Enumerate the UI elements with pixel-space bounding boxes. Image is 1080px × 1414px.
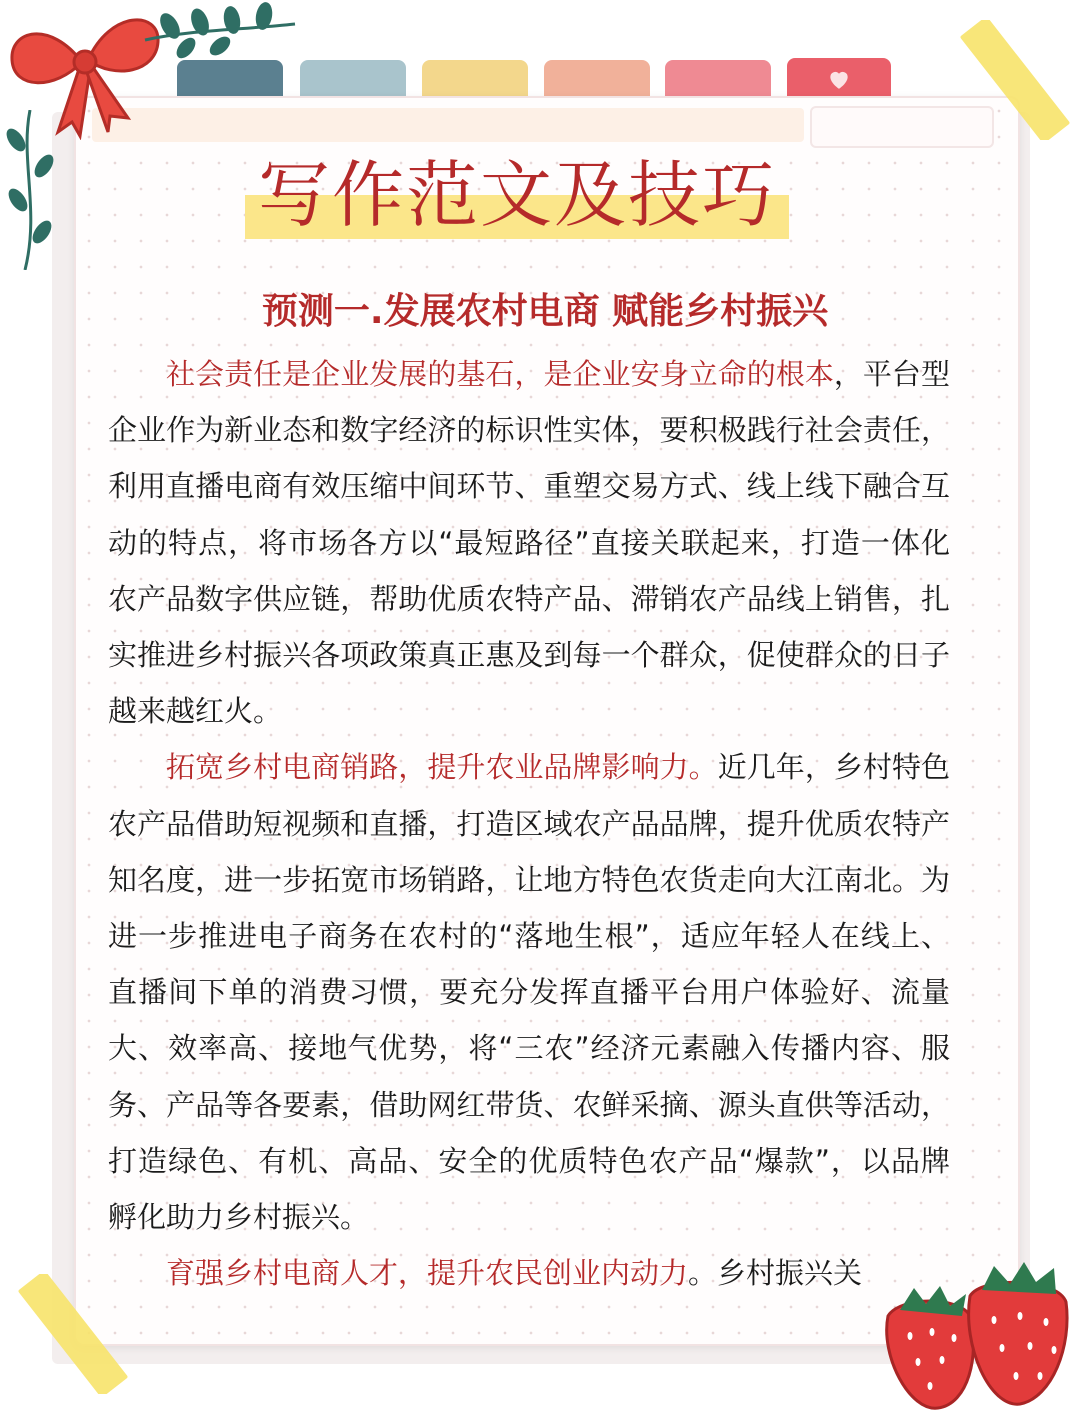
leaf-branch-icon <box>140 0 300 60</box>
paragraph-highlight: 育强乡村电商人才，提升农民创业内动力 <box>166 1256 689 1291</box>
washi-tape-bottom-left <box>18 1274 128 1394</box>
paragraph-text: ，平台型企业作为新业态和数字经济的标识性实体，要积极践行社会责任，利用直播电商有效压缩中间环节、重塑交易方式、线上线下融合互动的特点，将市场各方以“最短路径”直接关联起来，打造一体化农产品数字供应链，帮助优质农特产品、滞销农产品线上销售，扎实推进乡村振兴各项政策真正惠及到每一个群众，促使群众的日子越来越红火。 <box>108 357 950 729</box>
paragraph-highlight: 社会责任是企业发展的基石，是企业安身立命的根本 <box>166 357 834 391</box>
paragraph-1 <box>108 346 950 739</box>
strawberry-icon <box>870 1236 1080 1414</box>
vine-icon <box>0 110 60 270</box>
article-body <box>108 346 950 1301</box>
paragraph-3 <box>108 1245 950 1301</box>
paragraph-highlight: 拓宽乡村电商销路，提升农业品牌影响力。 <box>166 750 718 785</box>
paragraph-text: 。乡村振兴关 <box>688 1256 863 1291</box>
paragraph-text: 近几年，乡村特色农产品借助短视频和直播，打造区域农产品品牌，提升优质农特产知名度，进一步拓宽市场销路，让地方特色农货走向大江南北。为进一步推进电子商务在农村的“落地生根”，适应年轻人在线上、直播间下单的消费习惯，要充分发挥直播平台用户体验好、流量大、效率高、接地气优势，将“三农”经济元素融入传播内容、服务、产品等各要素，借助网红带货、农鲜采摘、源头直供等活动，打造绿色、有机、高品、安全的优质特色农产品“爆款”，以品牌孵化助力乡村振兴。 <box>108 750 950 1235</box>
page-title: 写作范文及技巧 <box>257 153 776 237</box>
heart-icon <box>826 66 852 92</box>
sticky-strip <box>92 108 804 142</box>
paragraph-2 <box>108 739 950 1245</box>
washi-tape-top-right <box>960 20 1070 140</box>
article-subtitle: 预测一.发展农村电商 赋能乡村振兴 <box>261 291 829 332</box>
